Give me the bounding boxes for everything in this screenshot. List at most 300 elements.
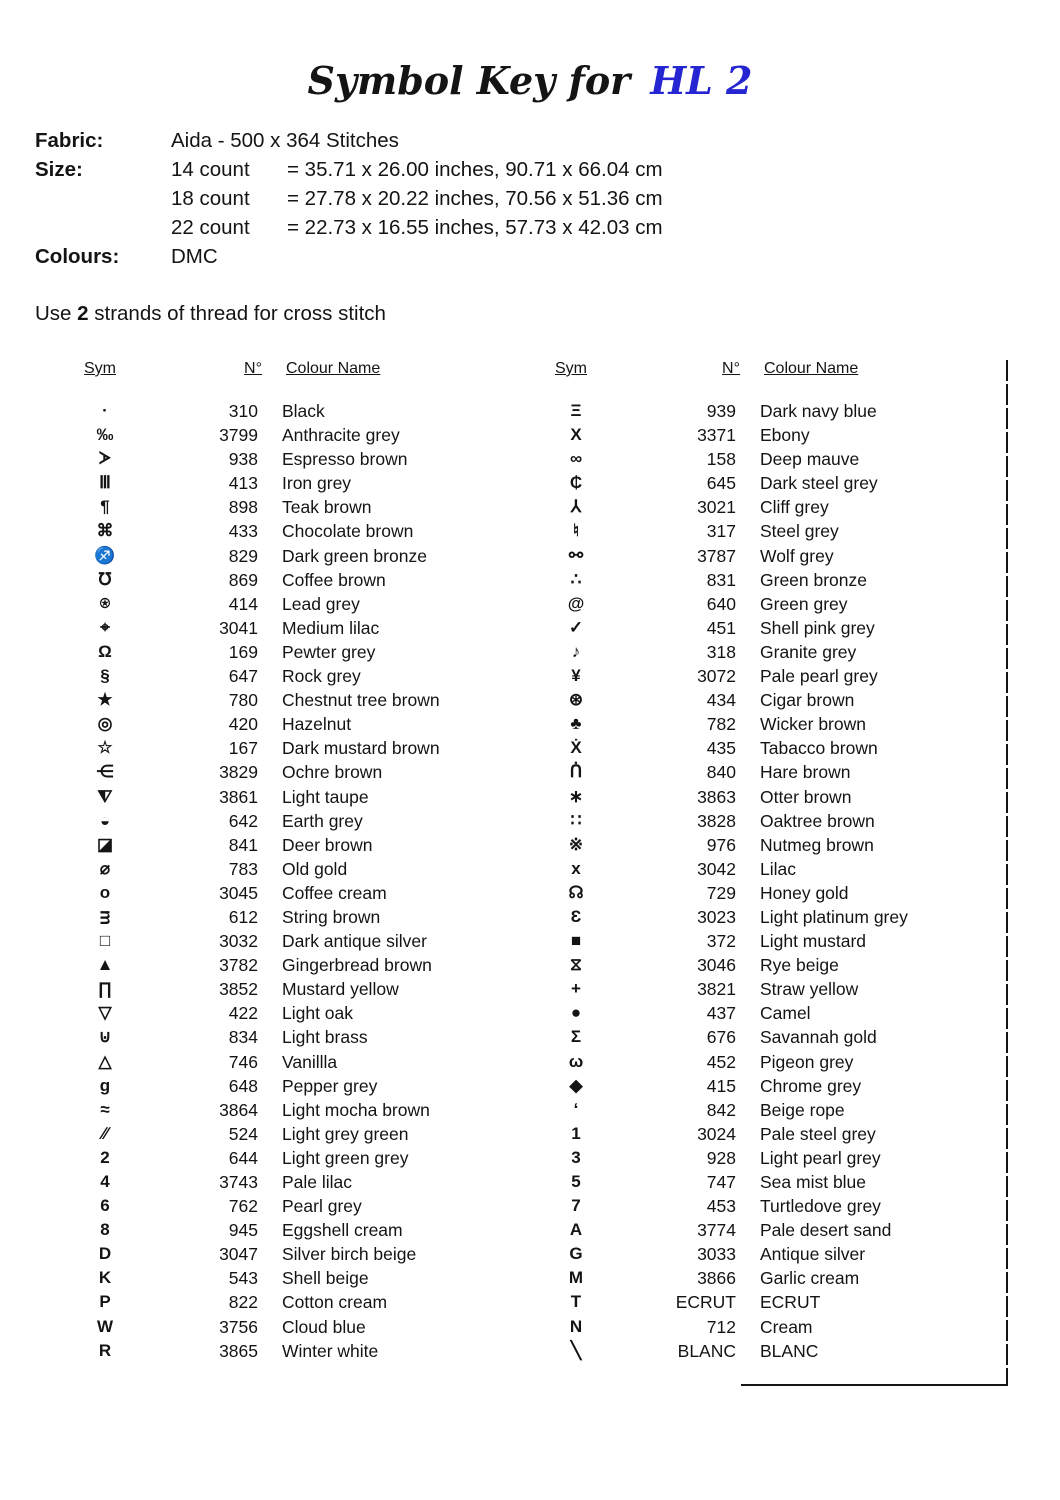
number-cell: 976 bbox=[706, 834, 736, 855]
number-cell: 3863 bbox=[697, 786, 736, 807]
colour-name-cell: Pewter grey bbox=[282, 641, 376, 662]
number-cell: 3371 bbox=[697, 425, 736, 446]
symbol-cell: W bbox=[96, 1316, 114, 1336]
number-header: N° bbox=[722, 360, 740, 377]
colour-name-cell: Dark mustard brown bbox=[282, 738, 440, 759]
key-row bbox=[80, 857, 440, 881]
page-border-bottom bbox=[741, 1384, 1008, 1386]
number-cell: 543 bbox=[228, 1268, 258, 1289]
colour-name-cell: Lilac bbox=[760, 858, 796, 879]
colour-name-cell: Ebony bbox=[760, 425, 810, 446]
number-cell: 3828 bbox=[697, 810, 736, 831]
key-row bbox=[80, 905, 440, 929]
symbol-cell: K bbox=[98, 1268, 112, 1288]
symbol-cell: ♐ bbox=[94, 545, 116, 565]
symbol-cell: ⌖ bbox=[100, 617, 110, 637]
key-table-header bbox=[551, 357, 908, 381]
number-cell: 3046 bbox=[697, 955, 736, 976]
key-row bbox=[80, 1315, 440, 1339]
key-row bbox=[551, 833, 908, 857]
colour-name-cell: Pepper grey bbox=[282, 1075, 378, 1096]
symbol-cell: ⅄ bbox=[570, 497, 582, 517]
symbol-cell: Ⅲ bbox=[99, 473, 111, 493]
strands-note bbox=[35, 302, 386, 326]
colour-name-cell: Sea mist blue bbox=[760, 1172, 867, 1192]
number-cell: 3861 bbox=[219, 786, 258, 807]
symbol-cell: ℧ bbox=[98, 569, 112, 589]
number-cell: 869 bbox=[228, 569, 258, 590]
symbol-cell: 1 bbox=[571, 1123, 581, 1143]
key-row bbox=[551, 1074, 908, 1098]
key-row bbox=[80, 640, 440, 664]
sym-header: Sym bbox=[84, 360, 116, 377]
number-cell: 317 bbox=[706, 521, 736, 542]
key-row bbox=[80, 688, 440, 712]
number-cell: 712 bbox=[706, 1316, 736, 1337]
colour-name-cell: Granite grey bbox=[760, 641, 857, 662]
key-row bbox=[80, 423, 440, 447]
key-row bbox=[80, 399, 440, 423]
colour-name-cell: Antique silver bbox=[760, 1244, 866, 1265]
title-pattern-name: HL 2 bbox=[650, 58, 753, 103]
number-cell: 310 bbox=[228, 401, 258, 421]
symbol-cell: ᗆ bbox=[98, 449, 112, 469]
colour-name-cell: Vanillla bbox=[282, 1051, 338, 1072]
key-row bbox=[551, 1170, 908, 1194]
symbol-cell: § bbox=[100, 666, 110, 686]
symbol-cell: + bbox=[571, 979, 581, 999]
key-row bbox=[80, 1098, 440, 1122]
colour-name-cell: Chocolate brown bbox=[282, 521, 414, 542]
name-header: Colour Name bbox=[764, 360, 859, 377]
colour-name-cell: Black bbox=[282, 401, 325, 421]
colour-name-cell: Shell pink grey bbox=[760, 617, 875, 638]
number-cell: 831 bbox=[706, 569, 736, 590]
number-cell: 780 bbox=[228, 690, 258, 711]
key-row bbox=[80, 519, 440, 543]
colour-name-cell: Pale pearl grey bbox=[760, 666, 878, 687]
number-cell: 612 bbox=[228, 906, 258, 927]
number-cell: 928 bbox=[706, 1147, 736, 1168]
number-cell: 437 bbox=[706, 1003, 736, 1024]
key-row bbox=[80, 833, 440, 857]
colour-name-cell: Coffee cream bbox=[282, 882, 387, 903]
colour-name-cell: Nutmeg brown bbox=[760, 834, 874, 855]
key-row bbox=[551, 664, 908, 688]
colour-name-cell: Earth grey bbox=[282, 810, 363, 831]
number-cell: ECRUT bbox=[675, 1292, 736, 1313]
colour-name-cell: Steel grey bbox=[760, 521, 839, 542]
symbol-cell: 4 bbox=[100, 1172, 110, 1191]
symbol-cell: Σ bbox=[570, 1027, 582, 1047]
symbol-cell: 2 bbox=[100, 1147, 110, 1167]
symbol-cell: @ bbox=[567, 593, 585, 613]
key-row bbox=[551, 519, 908, 543]
key-row bbox=[551, 1194, 908, 1218]
number-header: N° bbox=[244, 360, 262, 377]
symbol-cell: ∕∕ bbox=[102, 1123, 108, 1143]
number-cell: 433 bbox=[228, 521, 258, 542]
colour-name-cell: ECRUT bbox=[760, 1292, 821, 1313]
symbol-cell: ¶ bbox=[100, 497, 110, 517]
colour-name-cell: Anthracite grey bbox=[282, 425, 400, 446]
symbol-cell: Ẋ bbox=[570, 738, 582, 758]
symbol-cell: 5 bbox=[571, 1172, 581, 1191]
key-row bbox=[80, 712, 440, 736]
key-row bbox=[551, 953, 908, 977]
colour-name-cell: Rock grey bbox=[282, 666, 361, 687]
symbol-cell: A bbox=[569, 1220, 583, 1240]
number-cell: 829 bbox=[228, 545, 258, 566]
key-row bbox=[551, 1001, 908, 1025]
key-row bbox=[551, 857, 908, 881]
symbol-cell: D bbox=[98, 1244, 112, 1264]
number-cell: 640 bbox=[706, 593, 736, 614]
colour-name-cell: Teak brown bbox=[282, 497, 372, 518]
colour-name-cell: Dark antique silver bbox=[282, 931, 427, 952]
number-cell: 3852 bbox=[219, 979, 258, 1000]
strands-prefix: Use bbox=[35, 302, 78, 325]
colour-name-cell: Beige rope bbox=[760, 1099, 845, 1120]
key-row bbox=[80, 1339, 440, 1363]
symbol-cell: ◆ bbox=[569, 1075, 583, 1095]
fabric-row bbox=[35, 126, 663, 155]
key-row bbox=[80, 568, 440, 592]
page-title bbox=[0, 58, 1060, 103]
key-row bbox=[80, 881, 440, 905]
key-table-right bbox=[551, 357, 908, 1363]
symbol-cell: Ɛ bbox=[570, 906, 582, 926]
key-row bbox=[80, 1242, 440, 1266]
symbol-cell: ⧨ bbox=[97, 786, 113, 806]
colour-name-cell: Cigar brown bbox=[760, 690, 855, 711]
symbol-cell: ♪ bbox=[571, 641, 581, 661]
colour-name-cell: BLANC bbox=[760, 1340, 819, 1361]
size-row bbox=[35, 184, 663, 213]
colour-name-cell: Winter white bbox=[282, 1340, 379, 1361]
number-cell: 158 bbox=[706, 449, 736, 470]
number-cell: 676 bbox=[706, 1027, 736, 1048]
number-cell: 3045 bbox=[219, 882, 258, 903]
colour-name-cell: Hare brown bbox=[760, 762, 851, 783]
key-row bbox=[551, 785, 908, 809]
colour-name-cell: Deep mauve bbox=[760, 449, 860, 470]
symbol-cell: ∷ bbox=[570, 810, 582, 830]
colour-name-cell: Pale desert sand bbox=[760, 1220, 892, 1241]
symbol-cell: 3 bbox=[571, 1147, 581, 1167]
symbol-cell: ∗ bbox=[568, 786, 584, 806]
key-row bbox=[551, 616, 908, 640]
number-cell: 414 bbox=[228, 593, 258, 614]
symbol-cell: ⌘ bbox=[96, 521, 114, 541]
colour-name-cell: Chestnut tree brown bbox=[282, 690, 440, 711]
colour-name-cell: Medium lilac bbox=[282, 617, 380, 638]
key-row bbox=[80, 495, 440, 519]
number-cell: 822 bbox=[228, 1292, 258, 1313]
size-dims: = 35.71 x 26.00 inches, 90.71 x 66.04 cm bbox=[287, 158, 663, 181]
key-row bbox=[80, 1050, 440, 1074]
colour-name-cell: Otter brown bbox=[760, 786, 852, 807]
number-cell: 762 bbox=[228, 1196, 258, 1217]
symbol-cell: ∴ bbox=[570, 569, 582, 589]
colours-value: DMC bbox=[171, 245, 218, 268]
key-row bbox=[551, 1146, 908, 1170]
symbol-cell: ⧖ bbox=[570, 955, 582, 975]
key-row bbox=[551, 1266, 908, 1290]
number-cell: 318 bbox=[706, 641, 736, 662]
key-row bbox=[551, 568, 908, 592]
key-table-header bbox=[80, 357, 440, 381]
symbol-cell: △ bbox=[98, 1051, 112, 1071]
key-row bbox=[80, 1218, 440, 1242]
key-row bbox=[551, 592, 908, 616]
key-row bbox=[551, 929, 908, 953]
number-cell: 3782 bbox=[219, 955, 258, 976]
number-cell: 939 bbox=[706, 401, 736, 421]
number-cell: 645 bbox=[706, 473, 736, 494]
number-cell: 3787 bbox=[697, 545, 736, 566]
symbol-cell: ☆ bbox=[97, 738, 113, 758]
size-row bbox=[35, 213, 663, 242]
symbol-cell: Ξ bbox=[570, 401, 582, 420]
symbol-cell: ‰ bbox=[96, 425, 114, 445]
name-header: Colour Name bbox=[286, 360, 381, 377]
symbol-cell: · bbox=[102, 401, 108, 420]
colour-name-cell: Savannah gold bbox=[760, 1027, 877, 1048]
symbol-cell: ᑏ bbox=[569, 762, 583, 782]
key-row bbox=[551, 712, 908, 736]
key-row bbox=[80, 616, 440, 640]
number-cell: 451 bbox=[706, 617, 736, 638]
colour-name-cell: Gingerbread brown bbox=[282, 955, 432, 976]
number-cell: 3866 bbox=[697, 1268, 736, 1289]
number-cell: 372 bbox=[706, 931, 736, 952]
colour-name-cell: Shell beige bbox=[282, 1268, 369, 1289]
key-row bbox=[551, 423, 908, 447]
symbol-cell: ▲ bbox=[96, 955, 114, 975]
title-prefix: Symbol Key for bbox=[307, 58, 631, 103]
number-cell: 3774 bbox=[697, 1220, 736, 1241]
colour-name-cell: Light oak bbox=[282, 1003, 354, 1024]
key-row bbox=[80, 471, 440, 495]
key-row bbox=[551, 1050, 908, 1074]
sym-header: Sym bbox=[555, 360, 587, 377]
number-cell: 945 bbox=[228, 1220, 258, 1241]
strands-suffix: strands of thread for cross stitch bbox=[88, 302, 386, 325]
colour-name-cell: Wolf grey bbox=[760, 545, 834, 566]
size-count: 18 count bbox=[171, 187, 250, 210]
number-cell: 167 bbox=[228, 738, 258, 759]
colour-name-cell: Green grey bbox=[760, 593, 848, 614]
colours-label: Colours: bbox=[35, 245, 120, 268]
colour-name-cell: Straw yellow bbox=[760, 979, 859, 1000]
number-cell: 3821 bbox=[697, 979, 736, 1000]
symbol-cell: ★ bbox=[97, 690, 113, 710]
colour-name-cell: Lead grey bbox=[282, 593, 360, 614]
key-row bbox=[80, 592, 440, 616]
symbol-cell: ╲ bbox=[570, 1340, 582, 1360]
key-row bbox=[80, 1290, 440, 1314]
number-cell: BLANC bbox=[677, 1340, 736, 1361]
key-row bbox=[80, 664, 440, 688]
symbol-cell: T bbox=[570, 1292, 582, 1312]
colour-name-cell: Chrome grey bbox=[760, 1075, 862, 1096]
colour-name-cell: Light mustard bbox=[760, 931, 867, 952]
colour-name-cell: Cloud blue bbox=[282, 1316, 366, 1337]
symbol-cell: ⋲ bbox=[96, 762, 114, 782]
colour-name-cell: String brown bbox=[282, 906, 381, 927]
page-border-right-dashed bbox=[1006, 360, 1008, 1385]
number-cell: 842 bbox=[706, 1099, 736, 1120]
number-cell: 3865 bbox=[219, 1340, 258, 1361]
symbol-cell: 8 bbox=[100, 1220, 110, 1240]
symbol-cell: X bbox=[570, 425, 582, 445]
key-row bbox=[551, 640, 908, 664]
number-cell: 746 bbox=[228, 1051, 258, 1072]
size-count: 22 count bbox=[171, 216, 250, 239]
colour-name-cell: Cotton cream bbox=[282, 1292, 388, 1313]
colour-name-cell: Cream bbox=[760, 1316, 813, 1337]
colour-name-cell: Light pearl grey bbox=[760, 1147, 881, 1168]
colour-name-cell: Ochre brown bbox=[282, 762, 383, 783]
colour-name-cell: Deer brown bbox=[282, 834, 373, 855]
key-row bbox=[80, 1122, 440, 1146]
number-cell: 434 bbox=[706, 690, 736, 711]
symbol-cell: g bbox=[99, 1075, 111, 1095]
key-row bbox=[80, 1266, 440, 1290]
symbol-cell: ∞ bbox=[569, 449, 583, 469]
key-row bbox=[551, 809, 908, 833]
symbol-cell: o bbox=[99, 882, 111, 902]
key-row bbox=[551, 1025, 908, 1049]
number-cell: 3041 bbox=[219, 617, 258, 638]
colour-name-cell: Light taupe bbox=[282, 786, 369, 807]
symbol-cell: ▽ bbox=[98, 1003, 112, 1023]
key-row bbox=[80, 785, 440, 809]
fabric-label: Fabric: bbox=[35, 129, 104, 152]
key-row bbox=[551, 881, 908, 905]
number-cell: 834 bbox=[228, 1027, 258, 1048]
colour-name-cell: Iron grey bbox=[282, 473, 352, 494]
number-cell: 747 bbox=[706, 1172, 736, 1192]
colour-name-cell: Dark green bronze bbox=[282, 545, 427, 566]
colour-name-cell: Cliff grey bbox=[760, 497, 829, 518]
number-cell: 3799 bbox=[219, 425, 258, 446]
number-cell: 898 bbox=[228, 497, 258, 518]
colours-row bbox=[35, 242, 663, 271]
key-row bbox=[551, 1290, 908, 1314]
symbol-cell: ¥ bbox=[571, 666, 581, 686]
key-row bbox=[80, 1146, 440, 1170]
colour-name-cell: Dark steel grey bbox=[760, 473, 878, 494]
number-cell: 453 bbox=[706, 1196, 736, 1217]
symbol-cell: P bbox=[99, 1292, 111, 1312]
size-row bbox=[35, 155, 663, 184]
number-cell: 783 bbox=[228, 858, 258, 879]
key-row bbox=[80, 929, 440, 953]
number-cell: 3743 bbox=[219, 1172, 258, 1192]
symbol-cell: 7 bbox=[571, 1196, 581, 1216]
colour-name-cell: Turtledove grey bbox=[760, 1196, 881, 1217]
symbol-cell: ♮ bbox=[572, 521, 580, 541]
key-row bbox=[80, 544, 440, 568]
colour-name-cell: Garlic cream bbox=[760, 1268, 860, 1289]
key-row bbox=[80, 1194, 440, 1218]
symbol-cell: ♣ bbox=[570, 714, 582, 734]
key-row bbox=[551, 760, 908, 784]
symbol-cell: ✓ bbox=[568, 617, 584, 637]
number-cell: 3033 bbox=[697, 1244, 736, 1265]
key-row bbox=[551, 1218, 908, 1242]
colour-name-cell: Hazelnut bbox=[282, 714, 352, 735]
size-dims: = 27.78 x 20.22 inches, 70.56 x 51.36 cm bbox=[287, 187, 663, 210]
symbol-cell: ※ bbox=[568, 834, 584, 854]
key-row bbox=[551, 1242, 908, 1266]
number-cell: 3024 bbox=[697, 1123, 736, 1144]
number-cell: 3047 bbox=[219, 1244, 258, 1265]
symbol-cell: □ bbox=[99, 931, 111, 951]
symbol-cell: ⊛ bbox=[568, 690, 584, 710]
symbol-cell: ᴟ bbox=[99, 906, 111, 926]
number-cell: 3021 bbox=[697, 497, 736, 518]
key-row bbox=[551, 471, 908, 495]
symbol-cell: ■ bbox=[570, 931, 582, 951]
key-row bbox=[551, 1098, 908, 1122]
colour-name-cell: Honey gold bbox=[760, 882, 849, 903]
colour-name-cell: Green bronze bbox=[760, 569, 868, 590]
number-cell: 3032 bbox=[219, 931, 258, 952]
symbol-cell: ⚯ bbox=[568, 545, 584, 565]
number-cell: 3023 bbox=[697, 906, 736, 927]
colour-name-cell: Eggshell cream bbox=[282, 1220, 403, 1241]
colour-name-cell: Pale steel grey bbox=[760, 1123, 876, 1144]
number-cell: 3829 bbox=[219, 762, 258, 783]
number-cell: 644 bbox=[228, 1147, 258, 1168]
number-cell: 3072 bbox=[697, 666, 736, 687]
colour-name-cell: Camel bbox=[760, 1003, 811, 1024]
colour-name-cell: Light grey green bbox=[282, 1123, 409, 1144]
number-cell: 452 bbox=[706, 1051, 736, 1072]
fabric-value: Aida - 500 x 364 Stitches bbox=[171, 129, 399, 152]
size-dims: = 22.73 x 16.55 inches, 57.73 x 42.03 cm bbox=[287, 216, 663, 239]
number-cell: 642 bbox=[228, 810, 258, 831]
key-row bbox=[551, 905, 908, 929]
symbol-cell: M bbox=[568, 1268, 584, 1288]
number-cell: 3756 bbox=[219, 1316, 258, 1337]
number-cell: 648 bbox=[228, 1075, 258, 1096]
colour-name-cell: Pigeon grey bbox=[760, 1051, 854, 1072]
key-row bbox=[551, 977, 908, 1001]
colour-name-cell: Light platinum grey bbox=[760, 906, 908, 927]
key-row bbox=[80, 1001, 440, 1025]
symbol-cell: G bbox=[569, 1244, 583, 1264]
number-cell: 415 bbox=[706, 1075, 736, 1096]
key-rows-left bbox=[80, 399, 440, 1363]
colour-name-cell: Tabacco brown bbox=[760, 738, 878, 759]
colour-name-cell: Oaktree brown bbox=[760, 810, 875, 831]
symbol-cell: ʻ bbox=[573, 1099, 579, 1119]
key-row bbox=[80, 1170, 440, 1194]
number-cell: 3042 bbox=[697, 858, 736, 879]
key-row bbox=[551, 1122, 908, 1146]
colour-name-cell: Pale lilac bbox=[282, 1172, 353, 1192]
size-count: 14 count bbox=[171, 158, 250, 181]
number-cell: 647 bbox=[228, 666, 258, 687]
colour-name-cell: Espresso brown bbox=[282, 449, 408, 470]
key-row bbox=[80, 1025, 440, 1049]
strands-count: 2 bbox=[77, 302, 89, 325]
key-row bbox=[80, 809, 440, 833]
